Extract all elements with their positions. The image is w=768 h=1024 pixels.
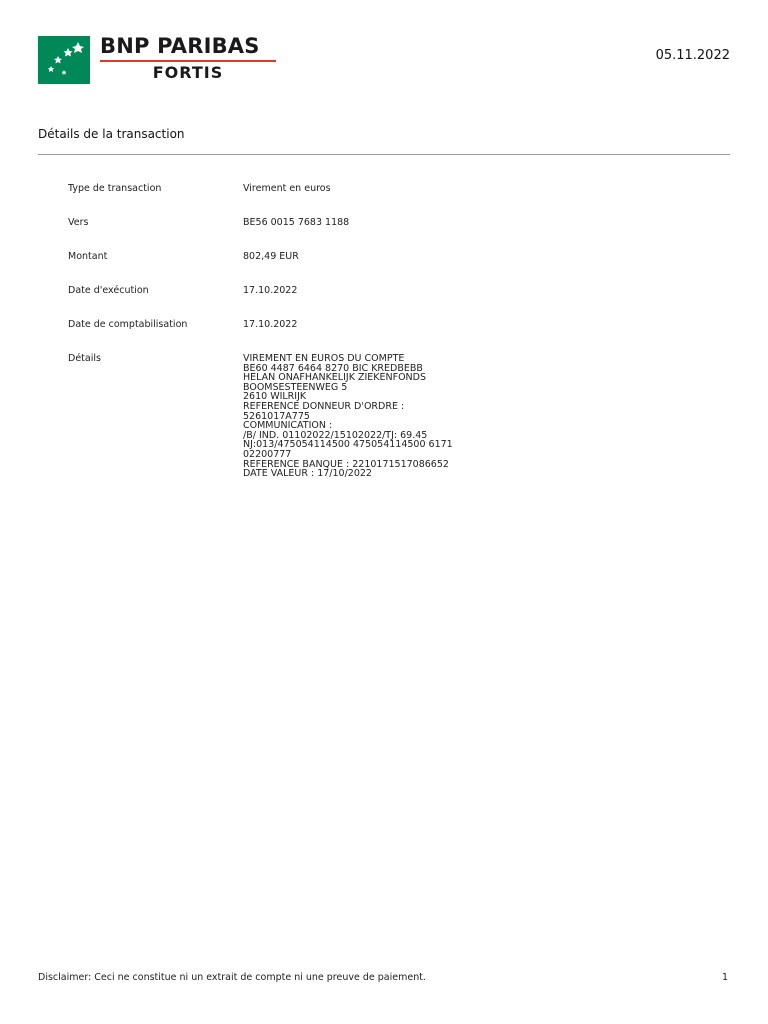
details-line: REFERENCE DONNEUR D'ORDRE : [243,400,405,412]
details-line: DATE VALEUR : 17/10/2022 [243,468,372,480]
row-label-execution-date: Date d'exécution [68,285,149,296]
row-label-details: Détails [68,353,101,364]
row-value-to: BE56 0015 7683 1188 [243,217,350,228]
row-label-type: Type de transaction [68,183,162,194]
section-title: Détails de la transaction [38,127,185,141]
brand-logo-mark [38,36,90,84]
details-line: VIREMENT EN EUROS DU COMPTE [243,353,405,364]
section-divider [38,154,730,155]
details-line: NJ:013/475054114500 475054114500 6171 [243,439,453,451]
row-value-execution-date: 17.10.2022 [243,285,298,296]
row-label-to: Vers [68,217,89,228]
details-line: HELAN ONAFHANKELIJK ZIEKENFONDS [243,372,427,384]
document-date: 05.11.2022 [655,48,730,63]
details-line: 02200777 [243,448,292,460]
footer-disclaimer: Disclaimer: Ceci ne constitue ni un extrait de compte ni une preuve de paiement. [38,972,426,983]
details-line: 2610 WILRIJK [243,391,307,403]
page-number: 1 [721,972,728,983]
row-value-amount: 802,49 EUR [243,251,299,262]
details-line: REFERENCE BANQUE : 2210171517086652 [243,458,449,470]
row-value-type: Virement en euros [243,183,331,194]
row-label-booking-date: Date de comptabilisation [68,319,188,330]
details-line: COMMUNICATION : [243,420,333,432]
brand-underline [100,60,276,62]
details-text-block [243,354,453,479]
brand-name-bottom: FORTIS [152,63,224,82]
row-value-booking-date: 17.10.2022 [243,319,298,330]
row-label-amount: Montant [68,251,108,262]
brand-name-top: BNP PARIBAS [100,34,260,58]
details-line: /B/ IND. 01102022/15102022/TJ: 69.45 [243,429,428,441]
details-line: BE60 4487 6464 8270 BIC KREDBEBB [243,362,423,374]
details-line: 5261017A775 [243,410,310,422]
stars-bird-icon [38,36,90,84]
details-line: BOOMSESTEENWEG 5 [243,381,348,393]
